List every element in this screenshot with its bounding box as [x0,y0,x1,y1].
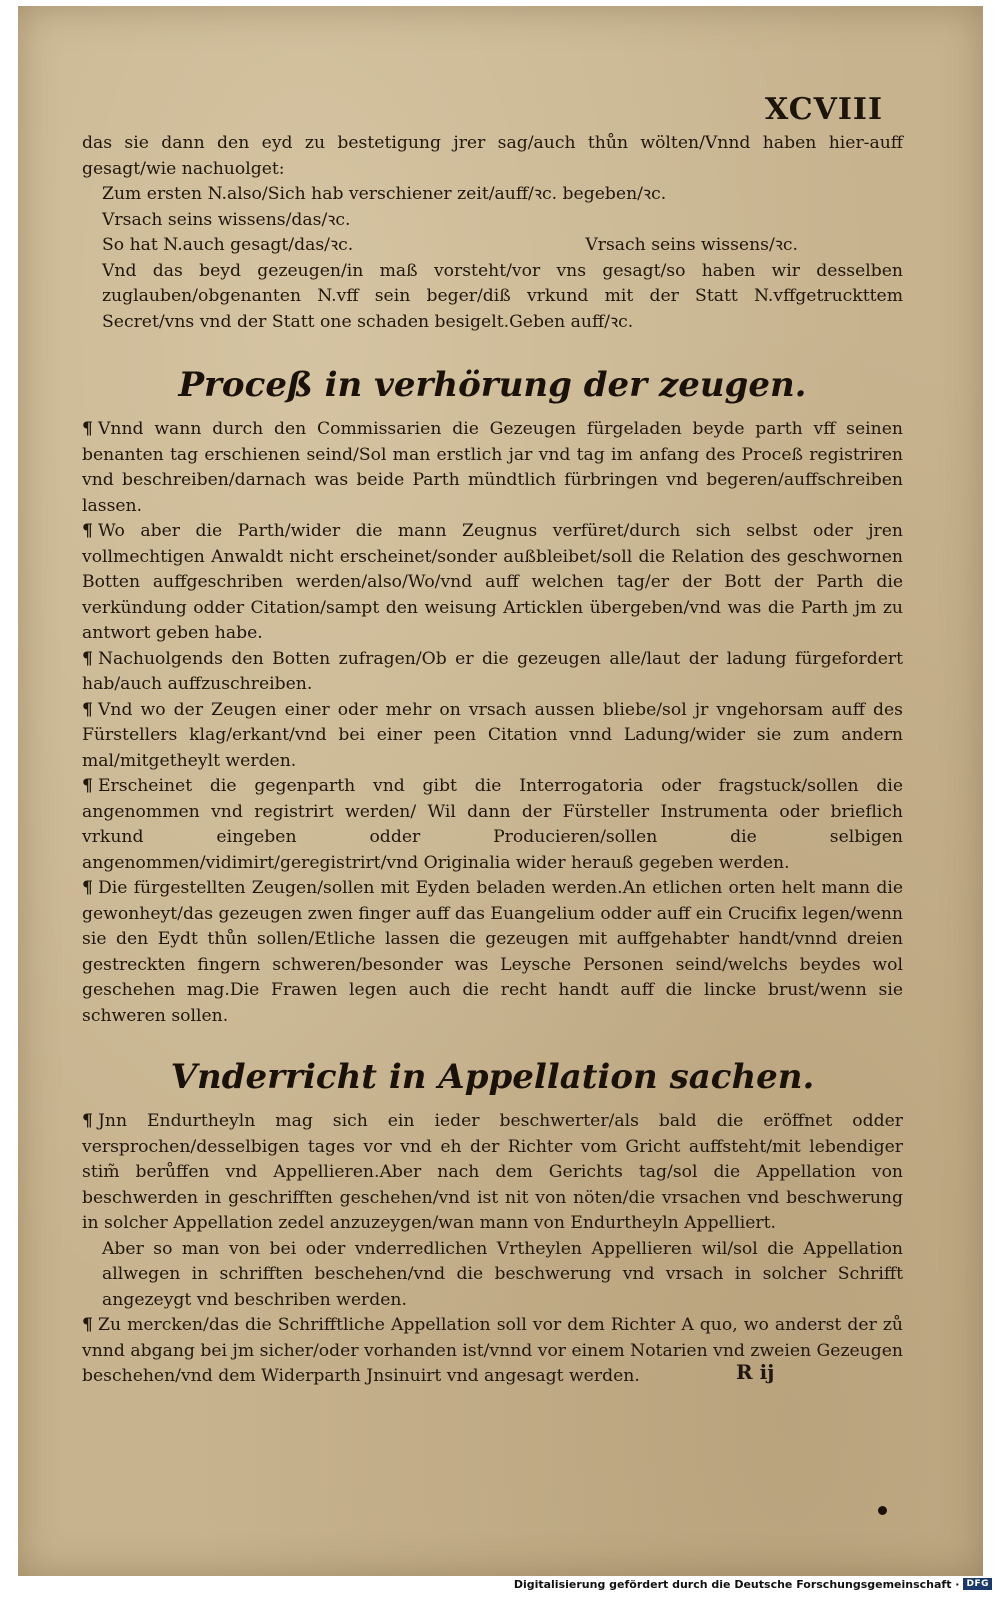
section-heading: Vnderricht in Appellation sachen. [170,1057,815,1097]
scanned-page [18,6,983,1576]
paragraph: ¶ Die fürgestellten Zeugen/sollen mit Eyden beladen werden.An etlichen orten helt mann die gewonheyt/das gezeugen zwen finger auff das Euangelium odder auff ein Crucifix legen/wenn sie den Eydt thůn sollen/Etliche lassen die gezeugen mit auffgehabter handt/vnnd dreien gestreckten fingern schweren/besonder was Leysche Personen seind/welchs beydes wol geschehen mag.Die Frawen legen auch die recht handt auff die lincke brust/wenn sie schweren sollen. [82,878,903,1026]
credit-text: Digitalisierung gefördert durch die Deutsche Forschungsgemeinschaft · [513,1577,960,1591]
paragraph: ¶ Zu mercken/das die Schrifftliche Appellation soll vor dem Richter A quo, wo anderst der zů vnnd abgang bei jm sicher/oder vorhanden ist/vnnd vor einem Notarien vnd zweien Gezeugen beschehen/vnd dem Widerparth Jnsinuirt vnd angesagt werden. [82,1315,903,1386]
signature-mark: R ij [736,1360,775,1384]
text-line: So hat N.auch gesagt/das/ꝛc. [102,235,354,255]
paragraph: ¶ Wo aber die Parth/wider die mann Zeugnus verfüret/durch sich selbst oder jren vollmechtigen Anwaldt nicht erscheinet/sonder außbleibet/soll die Relation des geschwornen Botten auffgeschriben werden/also/Wo/vnd auff welchen tag/er der Bott der Parth die verkündung odder Citation/sampt den weisung Articklen übergeben/vnd was die Parth jm zu antwort geben habe. [82,521,903,643]
text-line: Vrsach seins wissens/ꝛc. [585,235,798,255]
dfg-logo: DFG [963,1578,992,1590]
pilcrow-mark: ¶ [82,878,93,898]
section-heading: Proceß in verhörung der zeugen. [178,365,807,405]
folio-number: XCVIII [764,92,883,127]
text-line: Vrsach seins wissens/das/ꝛc. [102,209,351,230]
paragraph: ¶ Erscheinet die gegenparth vnd gibt die Interrogatoria oder fragstuck/sollen die angenommen vnd registrirt werden/ Wil dann der Fürsteller Instrumenta oder brieflich vrkund eingeben odder Producieren/sollen die selbigen angenommen/vidimirt/geregistrirt/vnd Originalia wider herauß gegeben werden. [82,776,903,873]
paragraph: ¶ Vnnd wann durch den Commissarien die Gezeugen fürgeladen beyde parth vff seinen benanten tag erschienen seind/Sol man erstlich jar vnd tag im anfang des Proceß registriren vnd beschreiben/darnach was beide Parth mündtlich fürbringen vnd begeren/auffschreiben lassen. [82,419,903,516]
pilcrow-mark: ¶ [82,1315,93,1335]
pilcrow-mark: ¶ [82,648,93,669]
pilcrow-mark: ¶ [82,521,93,541]
paragraph: Vnd das beyd gezeugen/in maß vorsteht/vor vns gesagt/so haben wir desselben zuglauben/obgenanten N.vff sein beger/diß vrkund mit der Statt N.vffgetruckttem Secret/vns vnd der Statt one schaden besigelt.Geben auff/ꝛc. [102,260,903,332]
pilcrow-mark: ¶ [82,419,93,439]
paragraph: Aber so man von bei oder vnderredlichen Vrtheylen Appellieren wil/sol die Appellation allwegen in schrifften beschehen/vnd die beschwerung vnd vrsach in solcher Schrifft angezeygt vnd beschriben werden. [102,1238,903,1310]
pilcrow-mark: ¶ [82,776,93,796]
pilcrow-mark: ¶ [82,699,93,720]
text-line-pair [82,233,903,259]
ink-dot [878,1506,887,1515]
paragraph: ¶ Vnd wo der Zeugen einer oder mehr on vrsach aussen bliebe/sol jr vngehorsam auff des Fürstellers klag/erkant/vnd bei einer peen Citation vnnd Ladung/wider sie zum andern mal/mitgetheylt werden. [82,699,903,771]
page-text [82,131,903,1390]
paragraph: ¶ Jnn Endurtheyln mag sich ein ieder beschwerter/als bald die eröffnet odder versprochen/desselbigen tages vor vnd eh der Richter vom Gricht auffsteht/mit lebendiger stim̃ berůffen vnd Appellieren.Aber nach dem Gerichts tag/sol die Appellation von beschwerden in geschrifften geschehen/vnd ist nit von nöten/die vrsachen vnd beschwerung in solcher Appellation zedel anzuzeygen/wan mann von Endurtheyln Appelliert. [82,1111,903,1233]
paragraph: das sie dann den eyd zu bestetigung jrer sag/auch thůn wölten/Vnnd haben hier-auff gesagt/wie nachuolget: [82,133,903,179]
digitization-credit [514,1575,992,1593]
text-line: Zum ersten N.also/Sich hab verschiener zeit/auff/ꝛc. begeben/ꝛc. [102,184,667,204]
paragraph: ¶ Nachuolgends den Botten zufragen/Ob er die gezeugen alle/laut der ladung fürgefordert hab/auch auffzuschreiben. [82,648,903,694]
pilcrow-mark: ¶ [82,1111,93,1131]
